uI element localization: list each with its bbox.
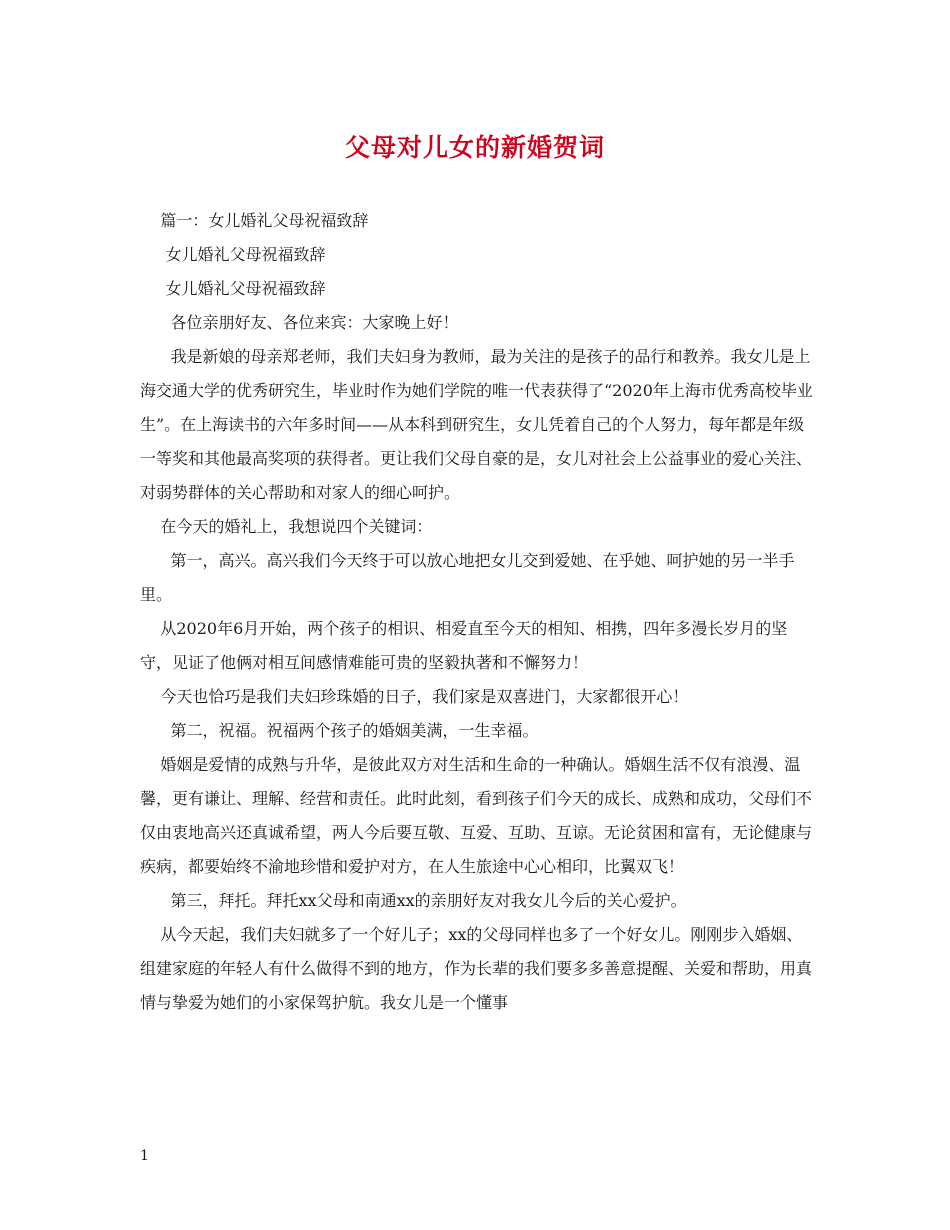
page-number: 1 <box>140 1148 149 1164</box>
paragraph: 我是新娘的母亲郑老师，我们夫妇身为教师，最为关注的是孩子的品行和教养。我女儿是上海交通大学的优秀研究生，毕业时作为她们学院的唯一代表获得了“2020年上海市优秀高校毕业生”。在上海读书的六年多时间——从本科到研究生，女儿凭着自己的个人努力，每年都是年级一等奖和其他最高奖项的获得者。更让我们父母自豪的是，女儿对社会上公益事业的爱心关注、对弱势群体的关心帮助和对家人的细心呵护。 <box>140 347 813 502</box>
paragraph: 从今天起，我们夫妇就多了一个好儿子；xx的父母同样也多了一个好女儿。刚刚步入婚姻、组建家庭的年轻人有什么做得不到的地方，作为长辈的我们要多多善意提醒、关爱和帮助，用真情与挚爱为她们的小家保驾护航。我女儿是一个懂事 <box>140 925 813 1012</box>
paragraph: 篇一：女儿婚礼父母祝福致辞 <box>140 211 369 230</box>
paragraph: 从2020年6月开始，两个孩子的相识、相爱直至今天的相知、相携，四年多漫长岁月的坚守，见证了他俩对相互间感情难能可贵的坚毅执著和不懈努力！ <box>140 619 788 672</box>
paragraph: 在今天的婚礼上，我想说四个关键词： <box>140 517 433 536</box>
document-body <box>140 204 816 1020</box>
paragraph: 第二，祝福。祝福两个孩子的婚姻美满，一生幸福。 <box>140 721 539 740</box>
paragraph: 女儿婚礼父母祝福致辞 <box>140 279 326 298</box>
paragraph: 各位亲朋好友、各位来宾：大家晚上好！ <box>140 313 459 332</box>
paragraph: 今天也恰巧是我们夫妇珍珠婚的日子，我们家是双喜进门，大家都很开心！ <box>140 687 689 706</box>
paragraph: 女儿婚礼父母祝福致辞 <box>140 245 326 264</box>
paragraph: 第三，拜托。拜托xx父母和南通xx的亲朋好友对我女儿今后的关心爱护。 <box>140 891 687 910</box>
document-title: 父母对儿女的新婚贺词 <box>344 133 605 162</box>
paragraph: 婚姻是爱情的成熟与升华，是彼此双方对生活和生命的一种确认。婚姻生活不仅有浪漫、温馨，更有谦让、理解、经营和责任。此时此刻，看到孩子们今天的成长、成熟和成功，父母们不仅由衷地高兴还真诚希望，两人今后要互敬、互爱、互助、互谅。无论贫困和富有，无论健康与疾病，都要始终不渝地珍惜和爱护对方，在人生旅途中心心相印，比翼双飞！ <box>140 755 813 876</box>
paragraph: 第一，高兴。高兴我们今天终于可以放心地把女儿交到爱她、在乎她、呵护她的另一半手里。 <box>140 551 795 604</box>
